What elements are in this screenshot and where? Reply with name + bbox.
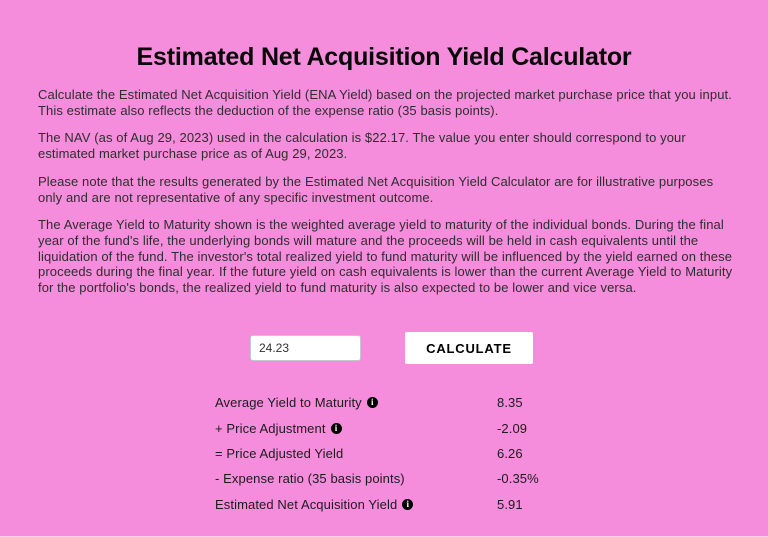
calculate-button[interactable]: CALCULATE [405,332,533,364]
result-label [215,446,497,461]
result-label [215,471,497,486]
results-table [215,390,539,517]
page-title: Estimated Net Acquisition Yield Calculator [136,42,632,71]
calculator-input-row [250,332,533,364]
result-label-text: Average Yield to Maturity [215,395,362,411]
info-icon[interactable]: i [331,423,342,434]
disclaimer-paragraph: Please note that the results generated by the Estimated Net Acquisition Yield Calculator are for illustrative purposes only and are not representative of any specific investment outcome. [38,173,714,205]
result-label-text: - Expense ratio (35 basis points) [215,471,405,487]
result-label-text: = Price Adjusted Yield [215,445,344,461]
result-label-text: + Price Adjustment [215,420,326,436]
result-label [215,497,497,512]
description-text-block [38,87,736,308]
result-value: -2.09 [497,420,528,436]
result-row-price-adjusted-yield [215,441,539,466]
result-row-price-adjustment [215,415,539,440]
result-label [215,395,497,410]
result-row-average-yield-to-maturity [215,390,539,415]
result-label-text: Estimated Net Acquisition Yield [215,496,398,512]
result-row-expense-ratio [215,466,539,491]
info-icon[interactable]: i [402,499,413,510]
info-icon[interactable]: i [367,397,378,408]
result-value: 8.35 [497,395,523,411]
result-row-estimated-net-acquisition-yield [215,492,539,517]
intro-paragraph: Calculate the Estimated Net Acquisition Yield (ENA Yield) based on the projected market purchase price that you input. This estimate also reflects the deduction of the expense ratio (35 basis points). [38,87,732,118]
purchase-price-input[interactable] [250,335,361,361]
result-value: -0.35% [497,471,539,487]
nav-paragraph: The NAV (as of Aug 29, 2023) used in the calculation is $22.17. The value you enter should correspond to your estimated market purchase price as of Aug 29, 2023. [38,130,686,162]
average-yield-explanation-paragraph: The Average Yield to Maturity shown is the weighted average yield to maturity of the individual bonds. During the final year of the fund's life, the underlying bonds will mature and the proceeds will be held in cash equivalents until the liquidation of the fund. The investor's total realized yield to fund maturity will be influenced by the yield earned on these proceeds during the final year. If the future yield on cash equivalents is lower than the current Average Yield to Maturity for the portfolio's bonds, the realized yield to fund maturity is also expected to be lower and vice versa. [38,217,733,296]
result-label [215,421,497,436]
result-value: 5.91 [497,496,523,512]
result-value: 6.26 [497,445,523,461]
